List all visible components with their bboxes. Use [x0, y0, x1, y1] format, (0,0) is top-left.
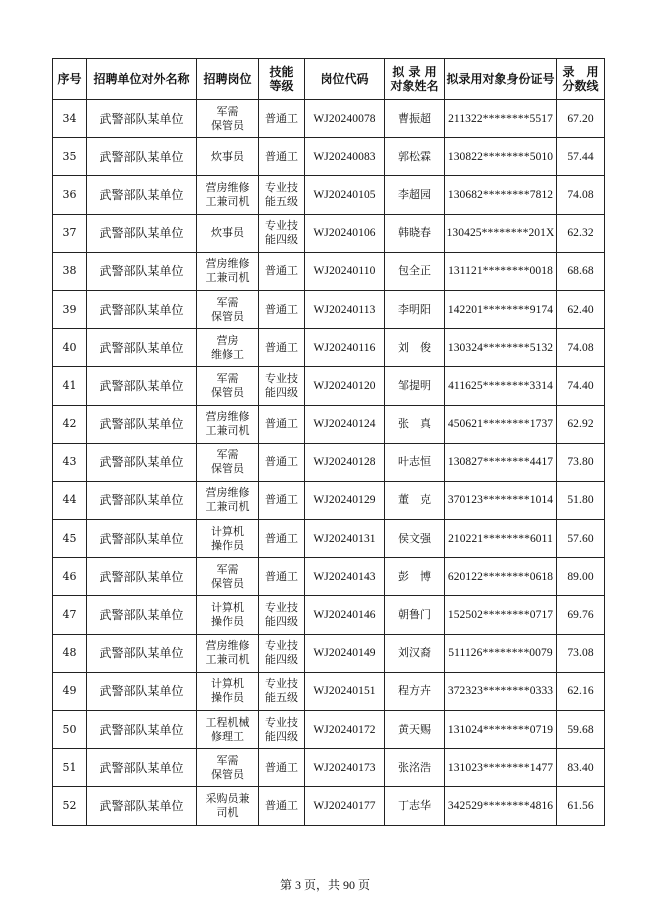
- row-score: 74.08: [557, 176, 605, 214]
- row-score: 62.16: [557, 672, 605, 710]
- row-skill-level: 专业技 能五级: [259, 176, 305, 214]
- row-unit: 武警部队某单位: [87, 634, 197, 672]
- row-position-code: WJ20240120: [305, 367, 385, 405]
- row-score: 59.68: [557, 711, 605, 749]
- table-row: [53, 443, 605, 481]
- row-score: 62.92: [557, 405, 605, 443]
- row-position: 军需 保管员: [197, 749, 259, 787]
- table-row: [53, 290, 605, 328]
- row-candidate-name: 郭松霖: [385, 138, 445, 176]
- row-candidate-name: 程方卉: [385, 672, 445, 710]
- row-position: 炊事员: [197, 214, 259, 252]
- row-position: 计算机 操作员: [197, 672, 259, 710]
- row-score: 74.40: [557, 367, 605, 405]
- row-position-code: WJ20240173: [305, 749, 385, 787]
- row-candidate-name: 韩晓春: [385, 214, 445, 252]
- row-unit: 武警部队某单位: [87, 405, 197, 443]
- row-index: 44: [53, 481, 87, 519]
- row-id-number: 511126********0079: [445, 634, 557, 672]
- row-position: 炊事员: [197, 138, 259, 176]
- row-skill-level: 普通工: [259, 749, 305, 787]
- row-id-number: 130425********201X: [445, 214, 557, 252]
- row-position: 军需 保管员: [197, 443, 259, 481]
- row-skill-level: 普通工: [259, 138, 305, 176]
- table-body: [53, 100, 605, 826]
- table-row: [53, 596, 605, 634]
- row-skill-level: 普通工: [259, 520, 305, 558]
- table-row: [53, 672, 605, 710]
- row-id-number: 130827********4417: [445, 443, 557, 481]
- row-index: 34: [53, 100, 87, 138]
- row-score: 67.20: [557, 100, 605, 138]
- table-row: [53, 481, 605, 519]
- row-unit: 武警部队某单位: [87, 749, 197, 787]
- row-unit: 武警部队某单位: [87, 443, 197, 481]
- row-position: 营房维修 工兼司机: [197, 405, 259, 443]
- row-unit: 武警部队某单位: [87, 252, 197, 290]
- row-position-code: WJ20240105: [305, 176, 385, 214]
- row-position: 军需 保管员: [197, 558, 259, 596]
- row-position: 营房维修 工兼司机: [197, 634, 259, 672]
- row-index: 35: [53, 138, 87, 176]
- row-index: 39: [53, 290, 87, 328]
- row-id-number: 620122********0618: [445, 558, 557, 596]
- table-row: [53, 405, 605, 443]
- row-unit: 武警部队某单位: [87, 100, 197, 138]
- row-id-number: 211322********5517: [445, 100, 557, 138]
- row-score: 68.68: [557, 252, 605, 290]
- row-index: 47: [53, 596, 87, 634]
- row-score: 74.08: [557, 329, 605, 367]
- header-candidate-name: 拟 录 用 对象姓名: [385, 59, 445, 100]
- row-position-code: WJ20240110: [305, 252, 385, 290]
- row-candidate-name: 李明阳: [385, 290, 445, 328]
- row-position: 计算机 操作员: [197, 596, 259, 634]
- row-candidate-name: 张洺浩: [385, 749, 445, 787]
- row-position-code: WJ20240143: [305, 558, 385, 596]
- row-id-number: 411625********3314: [445, 367, 557, 405]
- row-unit: 武警部队某单位: [87, 214, 197, 252]
- table-row: [53, 138, 605, 176]
- row-id-number: 130682********7812: [445, 176, 557, 214]
- row-position-code: WJ20240131: [305, 520, 385, 558]
- row-score: 57.44: [557, 138, 605, 176]
- row-unit: 武警部队某单位: [87, 329, 197, 367]
- row-index: 51: [53, 749, 87, 787]
- row-skill-level: 专业技 能四级: [259, 214, 305, 252]
- row-score: 89.00: [557, 558, 605, 596]
- row-position: 工程机械 修理工: [197, 711, 259, 749]
- row-id-number: 210221********6011: [445, 520, 557, 558]
- row-candidate-name: 黄天赐: [385, 711, 445, 749]
- row-position-code: WJ20240124: [305, 405, 385, 443]
- row-position-code: WJ20240078: [305, 100, 385, 138]
- header-score: 录 用 分数线: [557, 59, 605, 100]
- row-index: 41: [53, 367, 87, 405]
- row-candidate-name: 董 克: [385, 481, 445, 519]
- row-index: 37: [53, 214, 87, 252]
- row-skill-level: 普通工: [259, 405, 305, 443]
- row-position-code: WJ20240149: [305, 634, 385, 672]
- row-index: 42: [53, 405, 87, 443]
- page-footer: 第 3 页，共 90 页: [279, 878, 370, 892]
- row-index: 43: [53, 443, 87, 481]
- row-index: 36: [53, 176, 87, 214]
- row-score: 51.80: [557, 481, 605, 519]
- row-id-number: 131023********1477: [445, 749, 557, 787]
- row-unit: 武警部队某单位: [87, 481, 197, 519]
- row-skill-level: 专业技 能五级: [259, 672, 305, 710]
- table-row: [53, 634, 605, 672]
- row-skill-level: 普通工: [259, 290, 305, 328]
- row-score: 62.40: [557, 290, 605, 328]
- row-unit: 武警部队某单位: [87, 367, 197, 405]
- row-id-number: 450621********1737: [445, 405, 557, 443]
- row-index: 38: [53, 252, 87, 290]
- row-candidate-name: 叶志恒: [385, 443, 445, 481]
- row-candidate-name: 曹振超: [385, 100, 445, 138]
- row-unit: 武警部队某单位: [87, 520, 197, 558]
- row-index: 45: [53, 520, 87, 558]
- row-index: 46: [53, 558, 87, 596]
- row-position-code: WJ20240106: [305, 214, 385, 252]
- row-unit: 武警部队某单位: [87, 138, 197, 176]
- results-table: [52, 58, 605, 826]
- row-candidate-name: 包全正: [385, 252, 445, 290]
- table-row: [53, 252, 605, 290]
- header-skill-level: 技能 等级: [259, 59, 305, 100]
- row-position-code: WJ20240128: [305, 443, 385, 481]
- row-id-number: 131024********0719: [445, 711, 557, 749]
- row-unit: 武警部队某单位: [87, 596, 197, 634]
- row-skill-level: 普通工: [259, 558, 305, 596]
- row-skill-level: 专业技 能四级: [259, 367, 305, 405]
- row-id-number: 370123********1014: [445, 481, 557, 519]
- row-index: 48: [53, 634, 87, 672]
- header-position: 招聘岗位: [197, 59, 259, 100]
- results-table-container: [52, 58, 604, 826]
- table-row: [53, 367, 605, 405]
- row-candidate-name: 朝鲁门: [385, 596, 445, 634]
- row-candidate-name: 彭 博: [385, 558, 445, 596]
- table-row: [53, 711, 605, 749]
- row-id-number: 372323********0333: [445, 672, 557, 710]
- row-position: 计算机 操作员: [197, 520, 259, 558]
- row-skill-level: 普通工: [259, 252, 305, 290]
- row-unit: 武警部队某单位: [87, 290, 197, 328]
- row-id-number: 130822********5010: [445, 138, 557, 176]
- row-skill-level: 普通工: [259, 100, 305, 138]
- row-position: 营房维修 工兼司机: [197, 481, 259, 519]
- row-position: 营房 维修工: [197, 329, 259, 367]
- row-candidate-name: 李超园: [385, 176, 445, 214]
- row-candidate-name: 丁志华: [385, 787, 445, 825]
- row-position: 军需 保管员: [197, 367, 259, 405]
- row-id-number: 152502********0717: [445, 596, 557, 634]
- row-position-code: WJ20240113: [305, 290, 385, 328]
- row-score: 69.76: [557, 596, 605, 634]
- table-row: [53, 329, 605, 367]
- row-candidate-name: 刘汉裔: [385, 634, 445, 672]
- row-unit: 武警部队某单位: [87, 711, 197, 749]
- row-position-code: WJ20240129: [305, 481, 385, 519]
- row-index: 50: [53, 711, 87, 749]
- row-candidate-name: 邹提明: [385, 367, 445, 405]
- row-skill-level: 普通工: [259, 443, 305, 481]
- row-position-code: WJ20240146: [305, 596, 385, 634]
- row-index: 49: [53, 672, 87, 710]
- row-score: 73.08: [557, 634, 605, 672]
- row-position-code: WJ20240116: [305, 329, 385, 367]
- row-id-number: 142201********9174: [445, 290, 557, 328]
- row-candidate-name: 张 真: [385, 405, 445, 443]
- table-row: [53, 176, 605, 214]
- row-id-number: 342529********4816: [445, 787, 557, 825]
- row-skill-level: 普通工: [259, 329, 305, 367]
- row-position: 军需 保管员: [197, 100, 259, 138]
- header-position-code: 岗位代码: [305, 59, 385, 100]
- table-row: [53, 558, 605, 596]
- row-score: 57.60: [557, 520, 605, 558]
- row-id-number: 130324********5132: [445, 329, 557, 367]
- table-row: [53, 787, 605, 825]
- header-unit: 招聘单位对外名称: [87, 59, 197, 100]
- row-position-code: WJ20240177: [305, 787, 385, 825]
- row-position-code: WJ20240151: [305, 672, 385, 710]
- row-position: 采购员兼 司机: [197, 787, 259, 825]
- header-id-number: 拟录用对象身份证号: [445, 59, 557, 100]
- row-score: 61.56: [557, 787, 605, 825]
- table-row: [53, 100, 605, 138]
- row-position: 营房维修 工兼司机: [197, 252, 259, 290]
- row-unit: 武警部队某单位: [87, 672, 197, 710]
- row-skill-level: 普通工: [259, 787, 305, 825]
- row-unit: 武警部队某单位: [87, 176, 197, 214]
- row-position: 军需 保管员: [197, 290, 259, 328]
- row-index: 52: [53, 787, 87, 825]
- row-index: 40: [53, 329, 87, 367]
- row-score: 73.80: [557, 443, 605, 481]
- row-candidate-name: 侯文强: [385, 520, 445, 558]
- row-skill-level: 专业技 能四级: [259, 711, 305, 749]
- row-unit: 武警部队某单位: [87, 558, 197, 596]
- row-skill-level: 专业技 能四级: [259, 634, 305, 672]
- row-position-code: WJ20240172: [305, 711, 385, 749]
- row-candidate-name: 刘 俊: [385, 329, 445, 367]
- row-position: 营房维修 工兼司机: [197, 176, 259, 214]
- row-skill-level: 专业技 能四级: [259, 596, 305, 634]
- row-id-number: 131121********0018: [445, 252, 557, 290]
- row-score: 83.40: [557, 749, 605, 787]
- row-position-code: WJ20240083: [305, 138, 385, 176]
- table-header-row: [53, 59, 605, 100]
- table-row: [53, 520, 605, 558]
- table-row: [53, 214, 605, 252]
- row-score: 62.32: [557, 214, 605, 252]
- table-row: [53, 749, 605, 787]
- row-skill-level: 普通工: [259, 481, 305, 519]
- header-index: 序号: [53, 59, 87, 100]
- row-unit: 武警部队某单位: [87, 787, 197, 825]
